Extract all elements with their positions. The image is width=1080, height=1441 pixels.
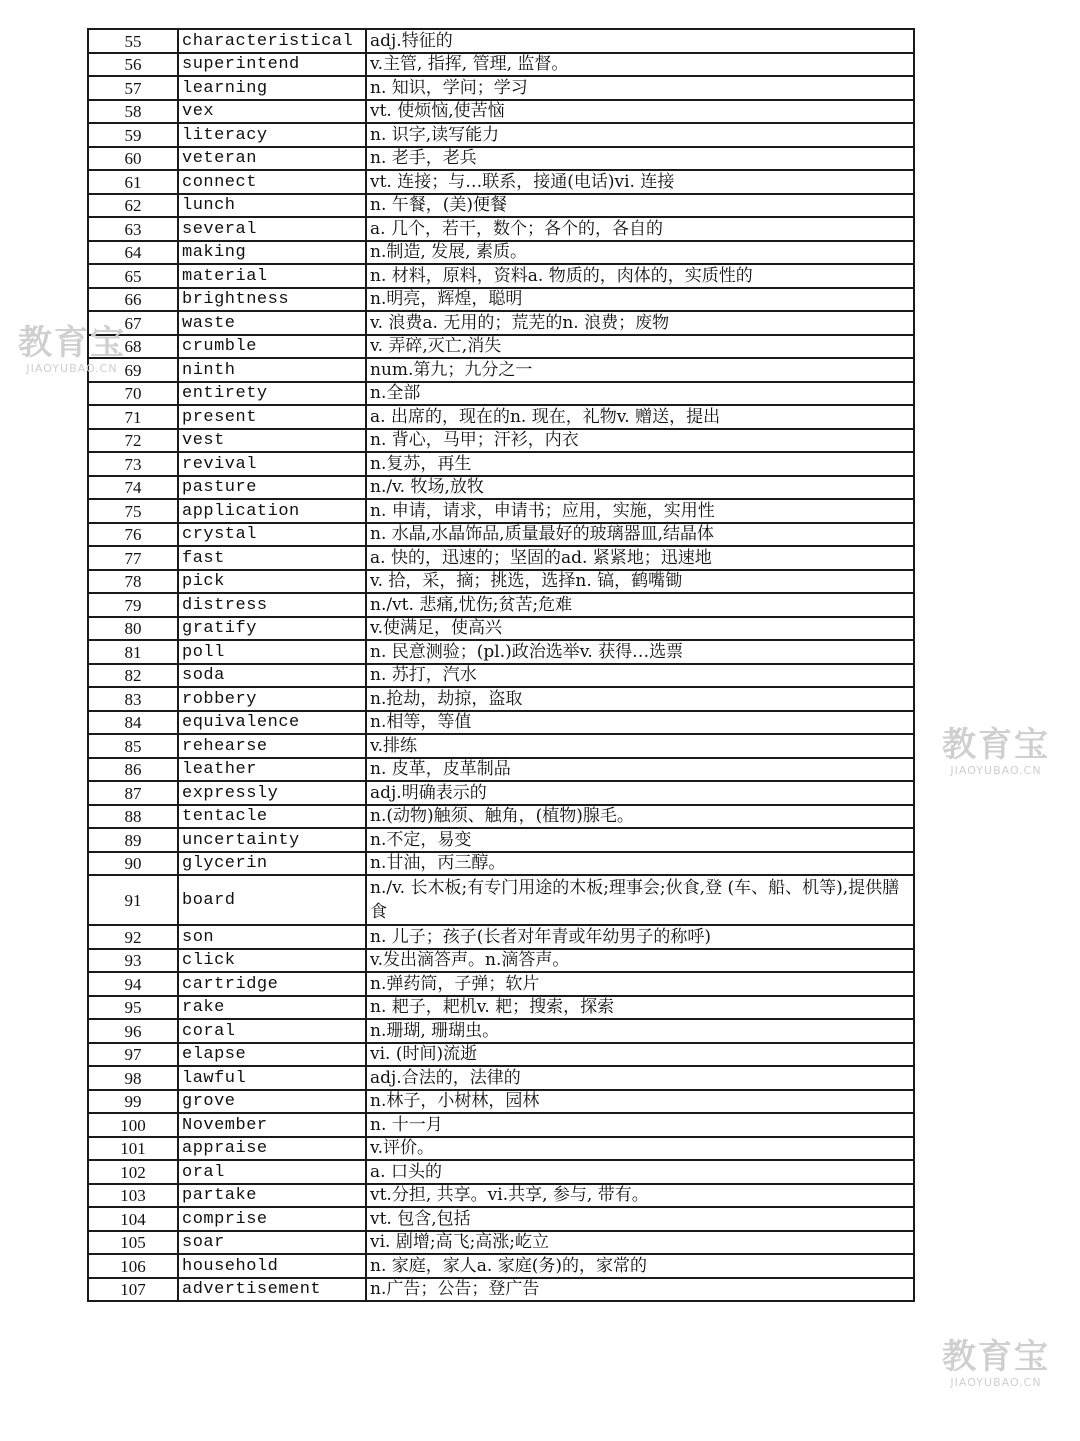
table-row: [88, 925, 914, 949]
table-row: [88, 76, 914, 100]
watermark-site: JIAOYUBAO.CN: [26, 362, 118, 375]
row-number: 74: [88, 476, 178, 500]
row-number: 88: [88, 805, 178, 829]
row-number: 78: [88, 570, 178, 594]
row-number: 72: [88, 429, 178, 453]
row-meaning: a. 口头的: [366, 1160, 914, 1184]
row-number: 81: [88, 640, 178, 664]
table-row: [88, 687, 914, 711]
row-meaning: n. 家庭，家人a. 家庭(务)的，家常的: [366, 1254, 914, 1278]
row-meaning: v.主管, 指挥, 管理, 监督。: [366, 53, 914, 77]
row-number: 101: [88, 1137, 178, 1161]
row-meaning: n./v. 牧场,放牧: [366, 476, 914, 500]
table-row: [88, 288, 914, 312]
row-meaning: v. 弄碎,灭亡,消失: [366, 335, 914, 359]
table-row: [88, 852, 914, 876]
row-number: 55: [88, 29, 178, 53]
table-row: [88, 996, 914, 1020]
row-meaning: n./vt. 悲痛,忧伤;贫苦;危难: [366, 593, 914, 617]
row-meaning: adj.特征的: [366, 29, 914, 53]
row-number: 106: [88, 1254, 178, 1278]
row-meaning: v. 浪费a. 无用的；荒芜的n. 浪费；废物: [366, 311, 914, 335]
row-word: making: [178, 241, 366, 265]
row-meaning: n. 苏打，汽水: [366, 664, 914, 688]
row-number: 69: [88, 358, 178, 382]
table-row: [88, 875, 914, 925]
table-row: [88, 1254, 914, 1278]
table-row: [88, 593, 914, 617]
table-row: [88, 546, 914, 570]
table-row: [88, 758, 914, 782]
table-row: [88, 972, 914, 996]
row-word: pick: [178, 570, 366, 594]
row-number: 59: [88, 123, 178, 147]
row-word: oral: [178, 1160, 366, 1184]
watermark: [942, 1337, 1050, 1389]
row-number: 84: [88, 711, 178, 735]
table-row: [88, 405, 914, 429]
row-meaning: n./v. 长木板;有专门用途的木板;理事会;伙食,登 (车、船、机等),提供膳食: [366, 875, 914, 925]
row-meaning: n. 水晶,水晶饰品,质量最好的玻璃器皿,结晶体: [366, 523, 914, 547]
row-number: 97: [88, 1043, 178, 1067]
row-meaning: vi. 剧增;高飞;高涨;屹立: [366, 1231, 914, 1255]
table-row: [88, 1066, 914, 1090]
row-word: expressly: [178, 781, 366, 805]
row-number: 65: [88, 264, 178, 288]
row-number: 90: [88, 852, 178, 876]
row-word: revival: [178, 452, 366, 476]
table-row: [88, 170, 914, 194]
row-number: 67: [88, 311, 178, 335]
table-row: [88, 358, 914, 382]
row-meaning: n.制造, 发展, 素质。: [366, 241, 914, 265]
row-number: 96: [88, 1019, 178, 1043]
row-meaning: n.相等，等值: [366, 711, 914, 735]
table-row: [88, 949, 914, 973]
row-number: 58: [88, 100, 178, 124]
table-row: [88, 382, 914, 406]
row-meaning: n.不定，易变: [366, 828, 914, 852]
row-meaning: n. 识字,读写能力: [366, 123, 914, 147]
row-number: 60: [88, 147, 178, 171]
row-word: cartridge: [178, 972, 366, 996]
row-number: 70: [88, 382, 178, 406]
row-number: 98: [88, 1066, 178, 1090]
row-word: tentacle: [178, 805, 366, 829]
row-word: superintend: [178, 53, 366, 77]
table-row: [88, 805, 914, 829]
row-number: 93: [88, 949, 178, 973]
row-number: 73: [88, 452, 178, 476]
row-meaning: n. 知识，学问；学习: [366, 76, 914, 100]
vocabulary-sheet: [87, 28, 915, 1302]
row-word: material: [178, 264, 366, 288]
row-word: connect: [178, 170, 366, 194]
row-word: grove: [178, 1090, 366, 1114]
table-row: [88, 711, 914, 735]
row-meaning: v.使满足，使高兴: [366, 617, 914, 641]
table-row: [88, 499, 914, 523]
row-meaning: n. 皮革，皮革制品: [366, 758, 914, 782]
row-word: comprise: [178, 1207, 366, 1231]
row-meaning: n. 十一月: [366, 1113, 914, 1137]
row-meaning: adj.合法的，法律的: [366, 1066, 914, 1090]
row-number: 105: [88, 1231, 178, 1255]
row-word: literacy: [178, 123, 366, 147]
row-meaning: vt. 包含,包括: [366, 1207, 914, 1231]
table-row: [88, 335, 914, 359]
row-number: 95: [88, 996, 178, 1020]
vocabulary-table: [87, 28, 915, 1302]
table-row: [88, 1231, 914, 1255]
row-word: several: [178, 217, 366, 241]
row-word: partake: [178, 1184, 366, 1208]
watermark-brand: 教育宝: [18, 323, 126, 363]
row-word: pasture: [178, 476, 366, 500]
row-word: elapse: [178, 1043, 366, 1067]
row-meaning: n.林子，小树林，园林: [366, 1090, 914, 1114]
row-word: distress: [178, 593, 366, 617]
row-number: 61: [88, 170, 178, 194]
row-meaning: n.抢劫，劫掠，盗取: [366, 687, 914, 711]
row-number: 103: [88, 1184, 178, 1208]
row-number: 56: [88, 53, 178, 77]
vocabulary-table-body: [88, 29, 914, 1301]
table-row: [88, 1160, 914, 1184]
table-row: [88, 429, 914, 453]
row-meaning: n. 儿子；孩子(长者对年青或年幼男子的称呼): [366, 925, 914, 949]
table-row: [88, 828, 914, 852]
row-word: son: [178, 925, 366, 949]
row-word: lunch: [178, 194, 366, 218]
row-word: application: [178, 499, 366, 523]
row-meaning: n.复苏，再生: [366, 452, 914, 476]
row-meaning: n.广告；公告；登广告: [366, 1278, 914, 1302]
row-word: click: [178, 949, 366, 973]
table-row: [88, 1184, 914, 1208]
row-number: 80: [88, 617, 178, 641]
row-word: rake: [178, 996, 366, 1020]
table-row: [88, 1113, 914, 1137]
row-word: appraise: [178, 1137, 366, 1161]
table-row: [88, 476, 914, 500]
row-word: rehearse: [178, 734, 366, 758]
watermark-brand: 教育宝: [942, 1337, 1050, 1377]
row-word: crystal: [178, 523, 366, 547]
row-number: 92: [88, 925, 178, 949]
row-word: November: [178, 1113, 366, 1137]
row-number: 102: [88, 1160, 178, 1184]
row-word: soda: [178, 664, 366, 688]
row-word: vest: [178, 429, 366, 453]
table-row: [88, 1278, 914, 1302]
table-row: [88, 664, 914, 688]
row-meaning: n. 背心，马甲；汗衫，内衣: [366, 429, 914, 453]
table-row: [88, 1207, 914, 1231]
watermark-site: JIAOYUBAO.CN: [950, 1376, 1042, 1389]
row-word: equivalence: [178, 711, 366, 735]
table-row: [88, 29, 914, 53]
row-meaning: n.珊瑚, 珊瑚虫。: [366, 1019, 914, 1043]
row-meaning: a. 快的，迅速的；坚固的ad. 紧紧地；迅速地: [366, 546, 914, 570]
row-meaning: vt.分担, 共享。vi.共享, 参与, 带有。: [366, 1184, 914, 1208]
row-word: crumble: [178, 335, 366, 359]
table-row: [88, 1019, 914, 1043]
table-row: [88, 617, 914, 641]
row-meaning: n. 材料，原料，资料a. 物质的，肉体的，实质性的: [366, 264, 914, 288]
row-number: 68: [88, 335, 178, 359]
row-number: 66: [88, 288, 178, 312]
row-number: 107: [88, 1278, 178, 1302]
row-word: uncertainty: [178, 828, 366, 852]
row-meaning: vt. 使烦恼,使苦恼: [366, 100, 914, 124]
row-meaning: num.第九；九分之一: [366, 358, 914, 382]
row-word: household: [178, 1254, 366, 1278]
table-row: [88, 147, 914, 171]
table-row: [88, 264, 914, 288]
watermark-brand: 教育宝: [942, 725, 1050, 765]
row-meaning: a. 出席的，现在的n. 现在，礼物v. 赠送，提出: [366, 405, 914, 429]
table-row: [88, 570, 914, 594]
row-meaning: n. 午餐，(美)便餐: [366, 194, 914, 218]
row-meaning: v.排练: [366, 734, 914, 758]
row-number: 91: [88, 875, 178, 925]
row-word: waste: [178, 311, 366, 335]
table-row: [88, 734, 914, 758]
row-meaning: v.评价。: [366, 1137, 914, 1161]
row-number: 62: [88, 194, 178, 218]
table-row: [88, 123, 914, 147]
table-row: [88, 640, 914, 664]
row-meaning: a. 几个，若干，数个；各个的，各自的: [366, 217, 914, 241]
row-word: gratify: [178, 617, 366, 641]
row-number: 77: [88, 546, 178, 570]
row-meaning: n.明亮，辉煌，聪明: [366, 288, 914, 312]
row-meaning: n. 耙子，耙机v. 耙；搜索，探索: [366, 996, 914, 1020]
table-row: [88, 53, 914, 77]
row-meaning: n. 老手，老兵: [366, 147, 914, 171]
row-word: vex: [178, 100, 366, 124]
row-number: 85: [88, 734, 178, 758]
row-meaning: vt. 连接；与…联系，接通(电话)vi. 连接: [366, 170, 914, 194]
row-meaning: v. 拾，采，摘；挑选，选择n. 镐，鹤嘴锄: [366, 570, 914, 594]
row-number: 87: [88, 781, 178, 805]
row-word: poll: [178, 640, 366, 664]
row-word: ninth: [178, 358, 366, 382]
row-number: 79: [88, 593, 178, 617]
row-word: characteristical: [178, 29, 366, 53]
row-number: 86: [88, 758, 178, 782]
row-number: 99: [88, 1090, 178, 1114]
row-word: lawful: [178, 1066, 366, 1090]
table-row: [88, 1137, 914, 1161]
row-word: entirety: [178, 382, 366, 406]
row-word: robbery: [178, 687, 366, 711]
row-meaning: n.全部: [366, 382, 914, 406]
row-word: leather: [178, 758, 366, 782]
row-meaning: v.发出滴答声。n.滴答声。: [366, 949, 914, 973]
row-number: 94: [88, 972, 178, 996]
row-number: 100: [88, 1113, 178, 1137]
row-word: advertisement: [178, 1278, 366, 1302]
row-number: 64: [88, 241, 178, 265]
row-meaning: n. 申请，请求，申请书；应用，实施，实用性: [366, 499, 914, 523]
row-word: fast: [178, 546, 366, 570]
table-row: [88, 217, 914, 241]
row-word: board: [178, 875, 366, 925]
row-number: 83: [88, 687, 178, 711]
row-number: 76: [88, 523, 178, 547]
table-row: [88, 523, 914, 547]
row-meaning: n.(动物)触须、触角，(植物)腺毛。: [366, 805, 914, 829]
table-row: [88, 311, 914, 335]
watermark-site: JIAOYUBAO.CN: [950, 764, 1042, 777]
row-number: 57: [88, 76, 178, 100]
row-meaning: n.弹药筒，子弹；软片: [366, 972, 914, 996]
row-word: veteran: [178, 147, 366, 171]
row-meaning: n.甘油，丙三醇。: [366, 852, 914, 876]
row-meaning: adj.明确表示的: [366, 781, 914, 805]
row-number: 75: [88, 499, 178, 523]
row-number: 63: [88, 217, 178, 241]
row-word: brightness: [178, 288, 366, 312]
table-row: [88, 1043, 914, 1067]
row-word: present: [178, 405, 366, 429]
row-meaning: n. 民意测验；(pl.)政治选举v. 获得…选票: [366, 640, 914, 664]
row-word: coral: [178, 1019, 366, 1043]
row-number: 104: [88, 1207, 178, 1231]
table-row: [88, 452, 914, 476]
table-row: [88, 100, 914, 124]
row-number: 82: [88, 664, 178, 688]
table-row: [88, 781, 914, 805]
row-number: 89: [88, 828, 178, 852]
table-row: [88, 1090, 914, 1114]
watermark: [942, 725, 1050, 777]
table-row: [88, 194, 914, 218]
row-word: soar: [178, 1231, 366, 1255]
table-row: [88, 241, 914, 265]
row-meaning: vi. (时间)流逝: [366, 1043, 914, 1067]
row-number: 71: [88, 405, 178, 429]
row-word: learning: [178, 76, 366, 100]
row-word: glycerin: [178, 852, 366, 876]
